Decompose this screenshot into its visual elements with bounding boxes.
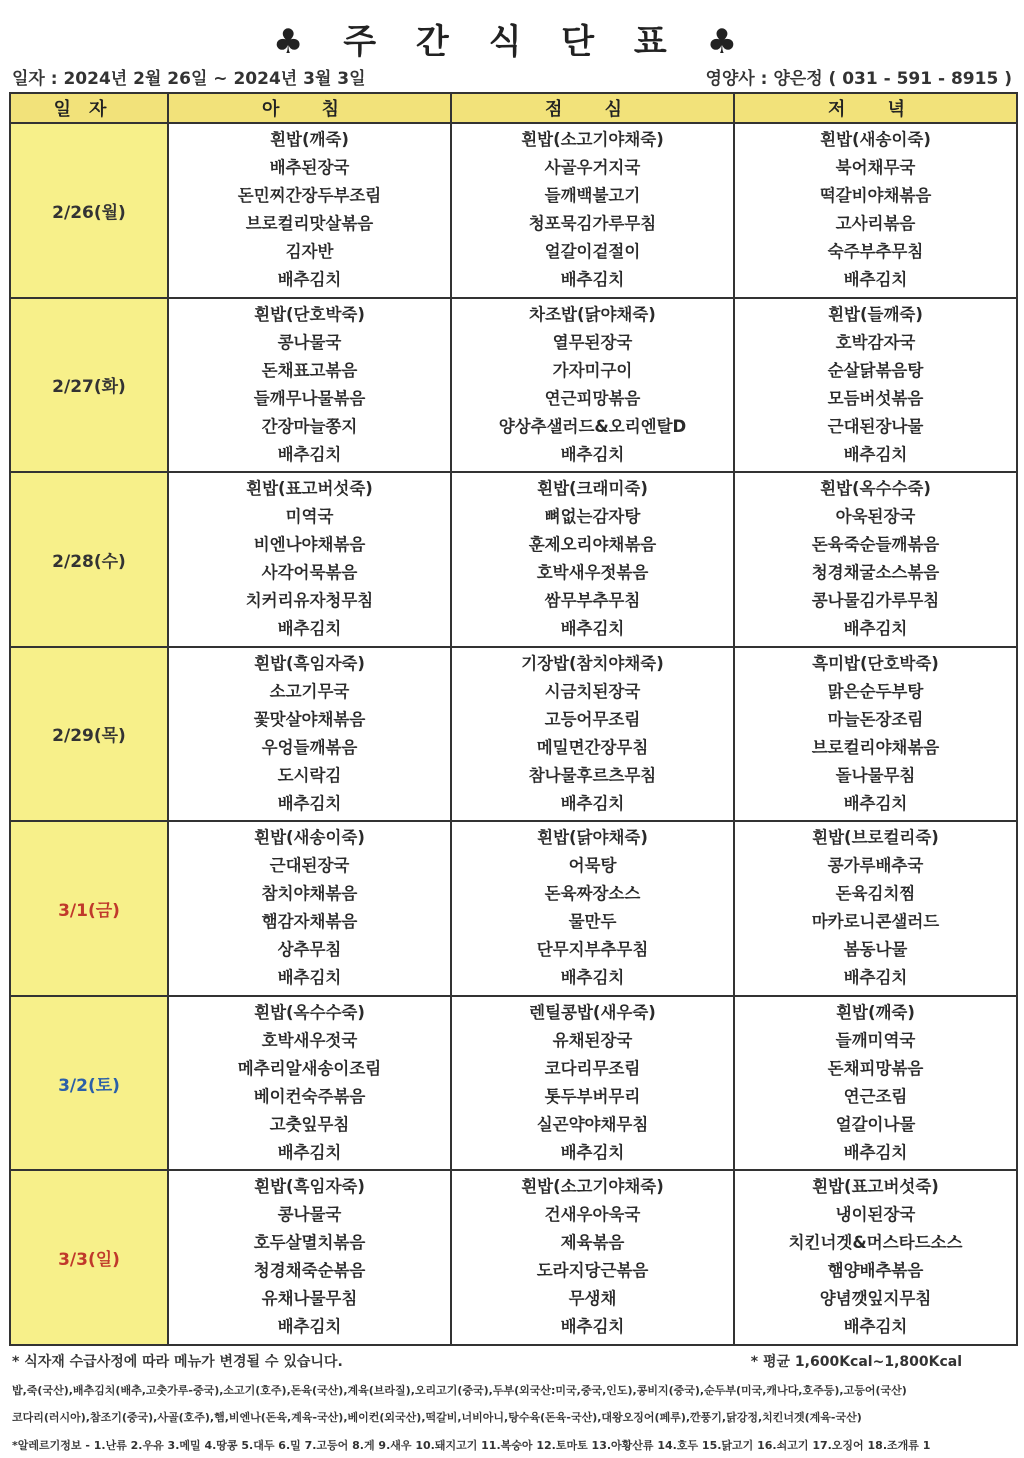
menu-item: 돈육김치찜 [835, 884, 916, 904]
menu-item: 차조밥(닭야채죽) [529, 304, 656, 324]
menu-item: 호박새우젓국 [261, 1030, 358, 1050]
lunch-items [452, 124, 733, 296]
menu-item: 브로컬리맛살볶음 [245, 214, 374, 233]
menu-item: 얼갈이겉절이 [544, 242, 641, 261]
menu-item: 흰밥(표고버섯죽) [812, 1177, 939, 1197]
menu-item: 돈채표고볶음 [261, 360, 358, 380]
menu-item: 흰밥(새송이죽) [820, 130, 931, 149]
menu-item: 배추김치 [843, 444, 908, 464]
breakfast-items [169, 648, 450, 820]
menu-item: 돈육짜장소스 [544, 884, 641, 904]
menu-item: 사골우거지국 [544, 158, 641, 177]
weekly-menu-table [9, 92, 1018, 1346]
menu-item: 들깨미역국 [835, 1030, 916, 1050]
breakfast-items [169, 299, 450, 471]
menu-item: 배추김치 [560, 444, 625, 464]
menu-item: 호박감자국 [835, 332, 916, 352]
menu-item: 배추김치 [560, 793, 625, 813]
menu-item: 시금치된장국 [544, 681, 641, 701]
menu-item: 꽃맛살야채볶음 [253, 709, 366, 729]
page-title: ♣ 주 간 식 단 표 ♣ [272, 22, 752, 62]
dinner-cell [734, 647, 1017, 822]
menu-item: 돈민찌간장두부조림 [237, 186, 382, 205]
menu-item: 배추김치 [843, 270, 908, 289]
menu-item: 호두살멸치볶음 [253, 1233, 366, 1253]
dinner-cell [734, 123, 1017, 298]
menu-item: 마카로니콘샐러드 [811, 912, 940, 932]
dinner-cell [734, 821, 1017, 996]
menu-item: 치커리유자청무침 [245, 591, 374, 611]
menu-item: 마늘돈장조림 [827, 709, 924, 729]
menu-item: 호박새우젓볶음 [536, 563, 649, 583]
lunch-items [452, 1171, 733, 1343]
lunch-cell [451, 996, 734, 1171]
day-date-cell: 2/28(수) [10, 472, 168, 647]
breakfast-cell [168, 996, 451, 1171]
menu-item: 아욱된장국 [835, 507, 916, 527]
menu-item: 얼갈이나물 [835, 1114, 916, 1134]
menu-item: 배추김치 [560, 1142, 625, 1162]
menu-item: 청포묵김가루무침 [528, 214, 657, 233]
menu-item: 코다리무조림 [544, 1058, 641, 1078]
breakfast-items [169, 997, 450, 1169]
allergy-info: *알레르기정보 - 1.난류 2.우유 3.메밀 4.땅콩 5.대두 6.밀 7.고등어 8.게 9.새우 10.돼지고기 11.복숭아 12.토마토 13.아황산류 14.호두 15.닭고기 16.쇠고기 17.오징어 18.조개류 1 [12, 1439, 931, 1452]
menu-item: 모듬버섯볶음 [827, 388, 924, 408]
menu-item: 톳두부버무리 [544, 1086, 641, 1106]
menu-item: 햄감자채볶음 [261, 912, 358, 932]
menu-item: 배추김치 [843, 793, 908, 813]
menu-item: 흰밥(표고버섯죽) [246, 479, 373, 499]
menu-item: 근대된장나물 [827, 416, 924, 436]
menu-item: 메밀면간장무침 [536, 737, 649, 757]
menu-item: 냉이된장국 [835, 1205, 916, 1225]
menu-item: 햄양배추볶음 [827, 1261, 924, 1281]
menu-item: 치킨너겟&머스타드소스 [788, 1233, 963, 1253]
breakfast-items [169, 1171, 450, 1343]
menu-item: 청경채죽순볶음 [253, 1261, 366, 1281]
menu-item: 배추김치 [277, 793, 342, 813]
menu-item: 양념깻잎지무침 [819, 1289, 932, 1309]
menu-item: 제육볶음 [560, 1233, 625, 1253]
menu-item: 돈육죽순들깨볶음 [811, 535, 940, 555]
menu-item: 흰밥(소고기야채죽) [521, 130, 664, 149]
menu-item: 흰밥(옥수수죽) [820, 479, 931, 499]
day-row [10, 821, 1017, 996]
menu-item: 열무된장국 [552, 332, 633, 352]
day-row [10, 996, 1017, 1171]
menu-item: 배추김치 [843, 1317, 908, 1337]
menu-item: 흰밥(단호박죽) [254, 304, 365, 324]
lunch-items [452, 473, 733, 645]
dietitian-text: 영양사 : 양은정 ( 031 - 591 - 8915 ) [705, 69, 1012, 89]
menu-item: 상추무침 [277, 940, 342, 960]
menu-item: 배추김치 [277, 270, 342, 289]
menu-item: 유채나물무침 [261, 1289, 358, 1309]
menu-item: 흰밥(브로컬리죽) [812, 828, 939, 848]
menu-item: 배추김치 [277, 444, 342, 464]
menu-item: 순살닭볶음탕 [827, 360, 924, 380]
menu-item: 배추김치 [277, 968, 342, 988]
lunch-cell [451, 472, 734, 647]
menu-item: 흰밥(소고기야채죽) [521, 1177, 664, 1197]
menu-item: 김자반 [285, 242, 334, 261]
menu-item: 흰밥(닭야채죽) [537, 828, 648, 848]
dinner-items [735, 299, 1016, 471]
breakfast-items [169, 822, 450, 994]
menu-item: 도시락김 [277, 765, 342, 785]
menu-item: 메추리알새송이조림 [237, 1058, 382, 1078]
menu-item: 흰밥(흑임자죽) [254, 1177, 365, 1197]
dinner-items [735, 473, 1016, 645]
dinner-items [735, 997, 1016, 1169]
menu-item: 봄동나물 [843, 940, 908, 960]
menu-item: 우엉들깨볶음 [261, 737, 358, 757]
breakfast-cell [168, 472, 451, 647]
dinner-cell [734, 472, 1017, 647]
dinner-items [735, 648, 1016, 820]
menu-item: 배추김치 [843, 968, 908, 988]
menu-item: 브로컬리야채볶음 [811, 737, 940, 757]
breakfast-cell [168, 298, 451, 473]
dinner-cell [734, 996, 1017, 1171]
breakfast-cell [168, 1170, 451, 1345]
breakfast-cell [168, 821, 451, 996]
origin-info-1: 밥,죽(국산),배추김치(배추,고춧가루-중국),소고기(호주),돈육(국산),계육(브라질),오리고기(중국),두부(외국산:미국,중국,인도),콩비지(중국),순두부(미국,캐나다,호주등),고등어(국산) [12, 1384, 907, 1397]
info-line [12, 64, 1012, 88]
menu-item: 가자미구이 [552, 360, 633, 380]
lunch-cell [451, 821, 734, 996]
menu-item: 흰밥(들깨죽) [828, 304, 923, 324]
change-notice: * 식자재 수급사정에 따라 메뉴가 변경될 수 있습니다. [12, 1354, 343, 1370]
menu-item: 참나물후르츠무침 [528, 765, 657, 785]
menu-item: 양상추샐러드&오리엔탈D [498, 416, 687, 436]
menu-item: 흰밥(크래미죽) [537, 479, 648, 499]
menu-item: 근대된장국 [269, 856, 350, 876]
lunch-cell [451, 647, 734, 822]
breakfast-cell [168, 123, 451, 298]
day-row [10, 298, 1017, 473]
lunch-items [452, 997, 733, 1169]
lunch-cell [451, 298, 734, 473]
menu-item: 사각어묵볶음 [261, 563, 358, 583]
menu-item: 돌나물무침 [835, 765, 916, 785]
menu-item: 배추김치 [843, 1142, 908, 1162]
menu-item: 물만두 [568, 912, 617, 932]
dinner-items [735, 1171, 1016, 1343]
origin-info-2: 코다리(러시아),참조기(중국),사골(호주),햄,비엔나(돈육,계육-국산),베이컨(외국산),떡갈비,너비아니,탕수육(돈육-국산),대왕오징어(페루),깐풍기,닭강정,치킨너겟(계육-국산) [12, 1411, 862, 1424]
breakfast-items [169, 473, 450, 645]
day-date-cell: 2/27(화) [10, 298, 168, 473]
menu-item: 들깨무나물볶음 [253, 388, 366, 408]
lunch-cell [451, 1170, 734, 1345]
menu-item: 콩나물국 [277, 1205, 342, 1225]
period-text: 일자 : 2024년 2월 26일 ~ 2024년 3월 3일 [12, 69, 366, 89]
menu-item: 배추된장국 [269, 158, 350, 177]
menu-item: 실곤약야채무침 [536, 1114, 649, 1134]
menu-item: 들깨백불고기 [544, 186, 641, 205]
menu-body [10, 123, 1017, 1345]
menu-item: 숙주부추무침 [827, 242, 924, 261]
menu-item: 흰밥(새송이죽) [254, 828, 365, 848]
menu-item: 떡갈비야채볶음 [819, 186, 932, 205]
menu-item: 뼈없는감자탕 [544, 507, 641, 527]
menu-item: 렌틸콩밥(새우죽) [529, 1002, 656, 1022]
day-date-cell: 3/3(일) [10, 1170, 168, 1345]
menu-item: 배추김치 [560, 270, 625, 289]
menu-item: 배추김치 [843, 619, 908, 639]
lunch-items [452, 299, 733, 471]
menu-item: 미역국 [285, 507, 334, 527]
day-row [10, 123, 1017, 298]
menu-item: 맑은순두부탕 [827, 681, 924, 701]
menu-item: 참치야채볶음 [261, 884, 358, 904]
menu-item: 쌈무부추무침 [544, 591, 641, 611]
menu-item: 간장마늘쫑지 [261, 416, 358, 436]
menu-item: 베이컨숙주볶음 [253, 1086, 366, 1106]
lunch-items [452, 822, 733, 994]
menu-item: 콩나물국 [277, 332, 342, 352]
header-breakfast: 아 침 [168, 93, 451, 123]
dinner-items [735, 822, 1016, 994]
menu-item: 흰밥(깨죽) [270, 130, 349, 149]
menu-item: 유채된장국 [552, 1030, 633, 1050]
menu-item: 배추김치 [277, 1142, 342, 1162]
menu-item: 배추김치 [277, 1317, 342, 1337]
header-lunch: 점 심 [451, 93, 734, 123]
breakfast-cell [168, 647, 451, 822]
calorie-note: * 평균 1,600Kcal~1,800Kcal [750, 1354, 962, 1370]
menu-item: 비엔나야채볶음 [253, 535, 366, 555]
menu-item: 배추김치 [560, 619, 625, 639]
menu-item: 고춧잎무침 [269, 1114, 350, 1134]
menu-item: 소고기무국 [269, 681, 350, 701]
menu-item: 무생채 [568, 1289, 617, 1309]
menu-item: 연근조림 [843, 1086, 908, 1106]
header-date: 일자 [10, 93, 168, 123]
day-row [10, 647, 1017, 822]
menu-item: 고등어무조림 [544, 709, 641, 729]
menu-item: 배추김치 [560, 1317, 625, 1337]
menu-item: 흰밥(옥수수죽) [254, 1002, 365, 1022]
menu-item: 배추김치 [560, 968, 625, 988]
menu-item: 북어채무국 [835, 158, 916, 177]
menu-item: 흑미밥(단호박죽) [812, 653, 939, 673]
day-date-cell: 2/26(월) [10, 123, 168, 298]
menu-item: 훈제오리야채볶음 [528, 535, 657, 555]
day-date-cell: 2/29(목) [10, 647, 168, 822]
menu-item: 배추김치 [277, 619, 342, 639]
menu-item: 청경채굴소스볶음 [811, 563, 940, 583]
day-date-cell: 3/2(토) [10, 996, 168, 1171]
menu-item: 돈채피망볶음 [827, 1058, 924, 1078]
day-row [10, 1170, 1017, 1345]
breakfast-items [169, 124, 450, 296]
menu-item: 흰밥(흑임자죽) [254, 653, 365, 673]
dinner-items [735, 124, 1016, 296]
menu-item: 흰밥(깨죽) [836, 1002, 915, 1022]
menu-item: 콩나물김가루무침 [811, 591, 940, 611]
lunch-items [452, 648, 733, 820]
header-dinner: 저 녁 [734, 93, 1017, 123]
menu-item: 고사리볶음 [835, 214, 916, 233]
day-date-cell: 3/1(금) [10, 821, 168, 996]
day-row [10, 472, 1017, 647]
table-header-row [10, 93, 1017, 123]
menu-item: 기장밥(참치야채죽) [521, 653, 664, 673]
menu-item: 어묵탕 [568, 856, 617, 876]
lunch-cell [451, 123, 734, 298]
dinner-cell [734, 1170, 1017, 1345]
menu-item: 도라지당근볶음 [536, 1261, 649, 1281]
notes-line [12, 1351, 1012, 1371]
dinner-cell [734, 298, 1017, 473]
menu-item: 단무지부추무침 [536, 940, 649, 960]
menu-item: 연근피망볶음 [544, 388, 641, 408]
menu-item: 콩가루배추국 [827, 856, 924, 876]
menu-item: 건새우아욱국 [544, 1205, 641, 1225]
